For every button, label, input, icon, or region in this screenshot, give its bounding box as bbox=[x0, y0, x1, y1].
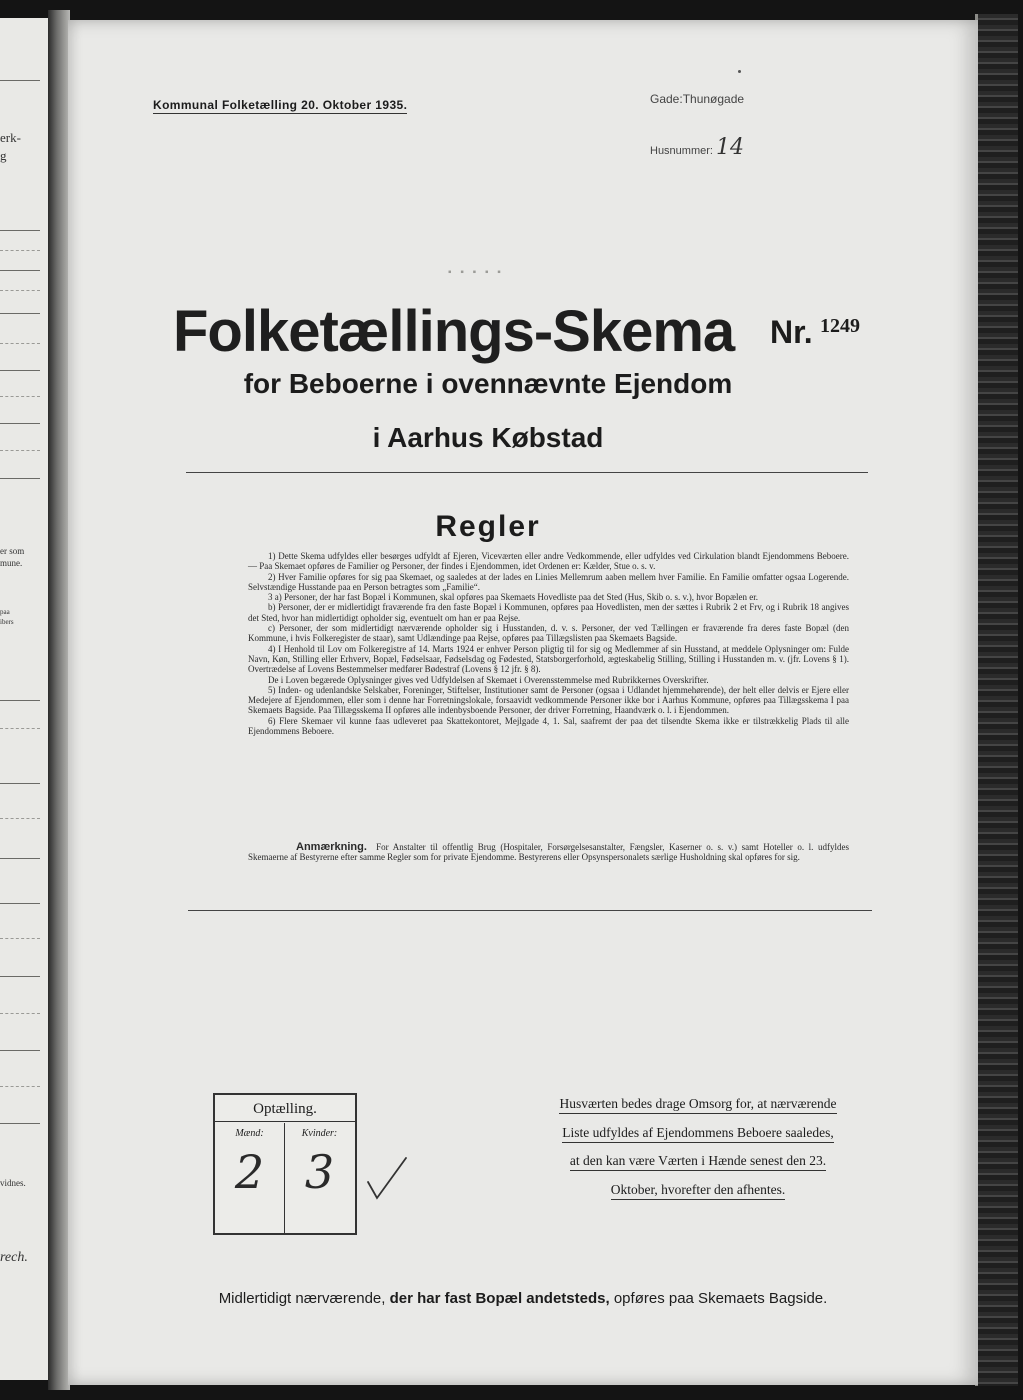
paper-speck bbox=[738, 70, 741, 73]
landlord-notice bbox=[498, 1096, 898, 1210]
left-dash bbox=[0, 818, 40, 819]
men-label: Mænd: bbox=[235, 1128, 264, 1139]
left-rule bbox=[0, 80, 40, 81]
left-rule bbox=[0, 478, 40, 479]
note-label: Anmærkning. bbox=[296, 841, 367, 853]
census-form-page bbox=[68, 20, 978, 1385]
rule-paragraph: 6) Flere Skemaer vil kunne faas udleveret paa Skattekontoret, Mejlgade 4, 1. Sal, saafremt der paa det tilsendte Skema ikke er tilstrækkelig Plads til alle Ejendommens Beboere. bbox=[248, 715, 849, 737]
house-number-value: 14 bbox=[716, 135, 745, 160]
left-fragment: er som bbox=[0, 546, 25, 556]
notice-line: at den kan være Værten i Hænde senest den 23. bbox=[570, 1153, 826, 1171]
footer-part: Midlertidigt nærværende, bbox=[218, 1290, 386, 1307]
notice-line: Oktober, hvorefter den afhentes. bbox=[611, 1182, 786, 1200]
men-count: 2 bbox=[234, 1145, 265, 1199]
form-title: Folketællings-Skema bbox=[173, 299, 735, 364]
left-dash bbox=[0, 290, 40, 291]
left-dash bbox=[0, 728, 40, 729]
book-binding bbox=[978, 14, 1018, 1386]
left-rule bbox=[0, 423, 40, 424]
left-dash bbox=[0, 1013, 40, 1014]
check-mark-icon bbox=[366, 1156, 408, 1202]
left-fragment: mune. bbox=[0, 558, 23, 568]
faint-stamp: ▪ ▪ ▪ ▪ ▪ bbox=[448, 267, 504, 278]
form-municipality: i Aarhus Købstad bbox=[372, 422, 604, 453]
street-field bbox=[650, 92, 744, 106]
count-box-title: Optælling. bbox=[215, 1095, 355, 1122]
left-rule bbox=[0, 230, 40, 231]
divider-bottom bbox=[188, 910, 872, 911]
house-number-field bbox=[650, 135, 744, 160]
left-rule bbox=[0, 370, 40, 371]
left-fragment: vidnes. bbox=[0, 1178, 26, 1188]
left-rule bbox=[0, 858, 40, 859]
rule-paragraph: 1) Dette Skema udfyldes eller besørges udfyldt af Ejeren, Viceværten eller andre Vedkommende, eller udfyldes ved Cirkulation blandt Ejendommens Beboere. — Paa Skemaet opføres de Familier og Personer, der findes i Ejendommen, idet Ordenen er: Kælder, Stue o. s. v. bbox=[248, 551, 849, 572]
rule-paragraph: 2) Hver Familie opføres for sig paa Skemaet, og saaledes at der lades en Linies Mellemrum aaben mellem hver Familie. En Familie omfatter ogsaa Logerende. Selvstændige Husstande paa en Person betragtes som „Familie“. bbox=[248, 571, 849, 592]
house-number-label: Husnummer: bbox=[650, 145, 713, 157]
footer-part: opføres paa Skemaets Bagside. bbox=[613, 1290, 828, 1307]
left-fragment: erk- bbox=[0, 130, 21, 145]
left-dash bbox=[0, 250, 40, 251]
note-section bbox=[248, 842, 849, 863]
left-rule bbox=[0, 313, 40, 314]
footer-part-bold: der har fast Bopæl andetsteds, bbox=[389, 1290, 610, 1307]
left-page-edge bbox=[0, 18, 50, 1380]
count-box bbox=[213, 1093, 357, 1235]
left-fragment: rech. bbox=[0, 1250, 28, 1265]
left-dash bbox=[0, 1086, 40, 1087]
left-rule bbox=[0, 270, 40, 271]
notice-line: Liste udfyldes af Ejendommens Beboere saaledes, bbox=[562, 1125, 833, 1143]
left-fragment: paa bbox=[0, 608, 10, 616]
left-dash bbox=[0, 450, 40, 451]
rule-paragraph: c) Personer, der som midlertidigt nærværende opholder sig i Husstanden, d. v. s. Personer, der ved Tællingen er fraværende fra deres faste Bopæl (den Kommune, i hvis Folkeregister de staar), samt Udlændinge paa Rejse, opføres paa Tillægslisten paa Skemaets Bagside. bbox=[248, 623, 849, 644]
left-rule bbox=[0, 976, 40, 977]
left-rule bbox=[0, 783, 40, 784]
form-subtitle: for Beboerne i ovennævnte Ejendom bbox=[243, 368, 733, 399]
left-fragment: ibers bbox=[0, 618, 14, 626]
left-dash bbox=[0, 343, 40, 344]
rules-heading: Regler bbox=[435, 510, 541, 543]
rule-paragraph: 3 a) Personer, der har fast Bopæl i Kommunen, skal opføres paa Skemaets Hovedliste paa det Sted (Hus, Skib o. s. v.), hvor Bopælen er. bbox=[268, 592, 758, 603]
note-text: For Anstalter til offentlig Brug (Hospitaler, Forsørgelsesanstalter, Fængsler, Kaserner o. s. v.) samt Hoteller o. l. udfyldes Skemaerne af Bestyrerne efter samme Regler som for private Ejendomme. Bestyrerens eller Opsynspersonalets særlige Husholdning skal opføres for sig. bbox=[248, 842, 849, 863]
census-header: Kommunal Folketælling 20. Oktober 1935. bbox=[153, 98, 408, 112]
left-rule bbox=[0, 1123, 40, 1124]
street-value: Thunøgade bbox=[682, 92, 745, 106]
left-rule bbox=[0, 700, 40, 701]
women-count: 3 bbox=[304, 1145, 335, 1199]
form-number-label: Nr. bbox=[770, 314, 813, 350]
rule-paragraph: 4) I Henhold til Lov om Folkeregistre af 14. Marts 1924 er enhver Person pligtig til for sig og Medlemmer af sin Husstand, at meddele Oplysninger om: Fulde Navn, Køn, Stilling eller Erhverv, Bopæl, Fødselsaar, Fødselsdag og Fødested, Statsborgerforhold, ægteskabelig Stilling, Stilling i Husstanden m. v. (jfr. Lovens § 1). Overtrædelse af Lovens Bestemmelser medfører Bødestraf (Lovens § 12 jfr. § 8). bbox=[248, 643, 849, 675]
footer-note bbox=[68, 1290, 978, 1307]
form-number-value: 1249 bbox=[820, 315, 860, 337]
book-gutter bbox=[48, 10, 70, 1390]
women-column bbox=[285, 1123, 354, 1233]
rule-paragraph: 5) Inden- og udenlandske Selskaber, Foreninger, Stiftelser, Institutioner samt de Personer (ogsaa i Udlandet hjemmehørende), der helt eller delvis er Ejere eller Medejere af Ejendommen, eller som i denne har Forretningslokale, forsaavidt vedkommende Personer ikke bor i Aarhus Kommune, opføres paa Tillægsskema I paa Skemaets Bagside. Paa Tillægsskema II opføres alle indenbysboende Personer, der driver Forretning, Haandværk o. l. i Ejendommen. bbox=[248, 684, 849, 716]
left-dash bbox=[0, 396, 40, 397]
street-label: Gade: bbox=[650, 92, 683, 106]
women-label: Kvinder: bbox=[301, 1128, 338, 1139]
notice-line: Husværten bedes drage Omsorg for, at nærværende bbox=[559, 1096, 836, 1114]
divider-top bbox=[186, 472, 868, 473]
rules-text bbox=[248, 551, 849, 736]
left-rule bbox=[0, 903, 40, 904]
left-rule bbox=[0, 1050, 40, 1051]
rule-paragraph: b) Personer, der er midlertidigt fraværende fra den faste Bopæl i Kommunen, opføres paa Hovedlisten, men der sættes i Rubrik 2 et Frv, og i Rubrik 18 angives det Sted, hvor han midlertidigt opholder sig, eventuelt om han er paa Rejse. bbox=[248, 602, 849, 623]
rule-paragraph: De i Loven begærede Oplysninger gives ved Udfyldelsen af Skemaet i Overensstemmelse med Rubrikkernes Overskrifter. bbox=[268, 674, 709, 685]
left-dash bbox=[0, 938, 40, 939]
left-fragment: g bbox=[0, 148, 7, 163]
men-column bbox=[215, 1123, 285, 1233]
